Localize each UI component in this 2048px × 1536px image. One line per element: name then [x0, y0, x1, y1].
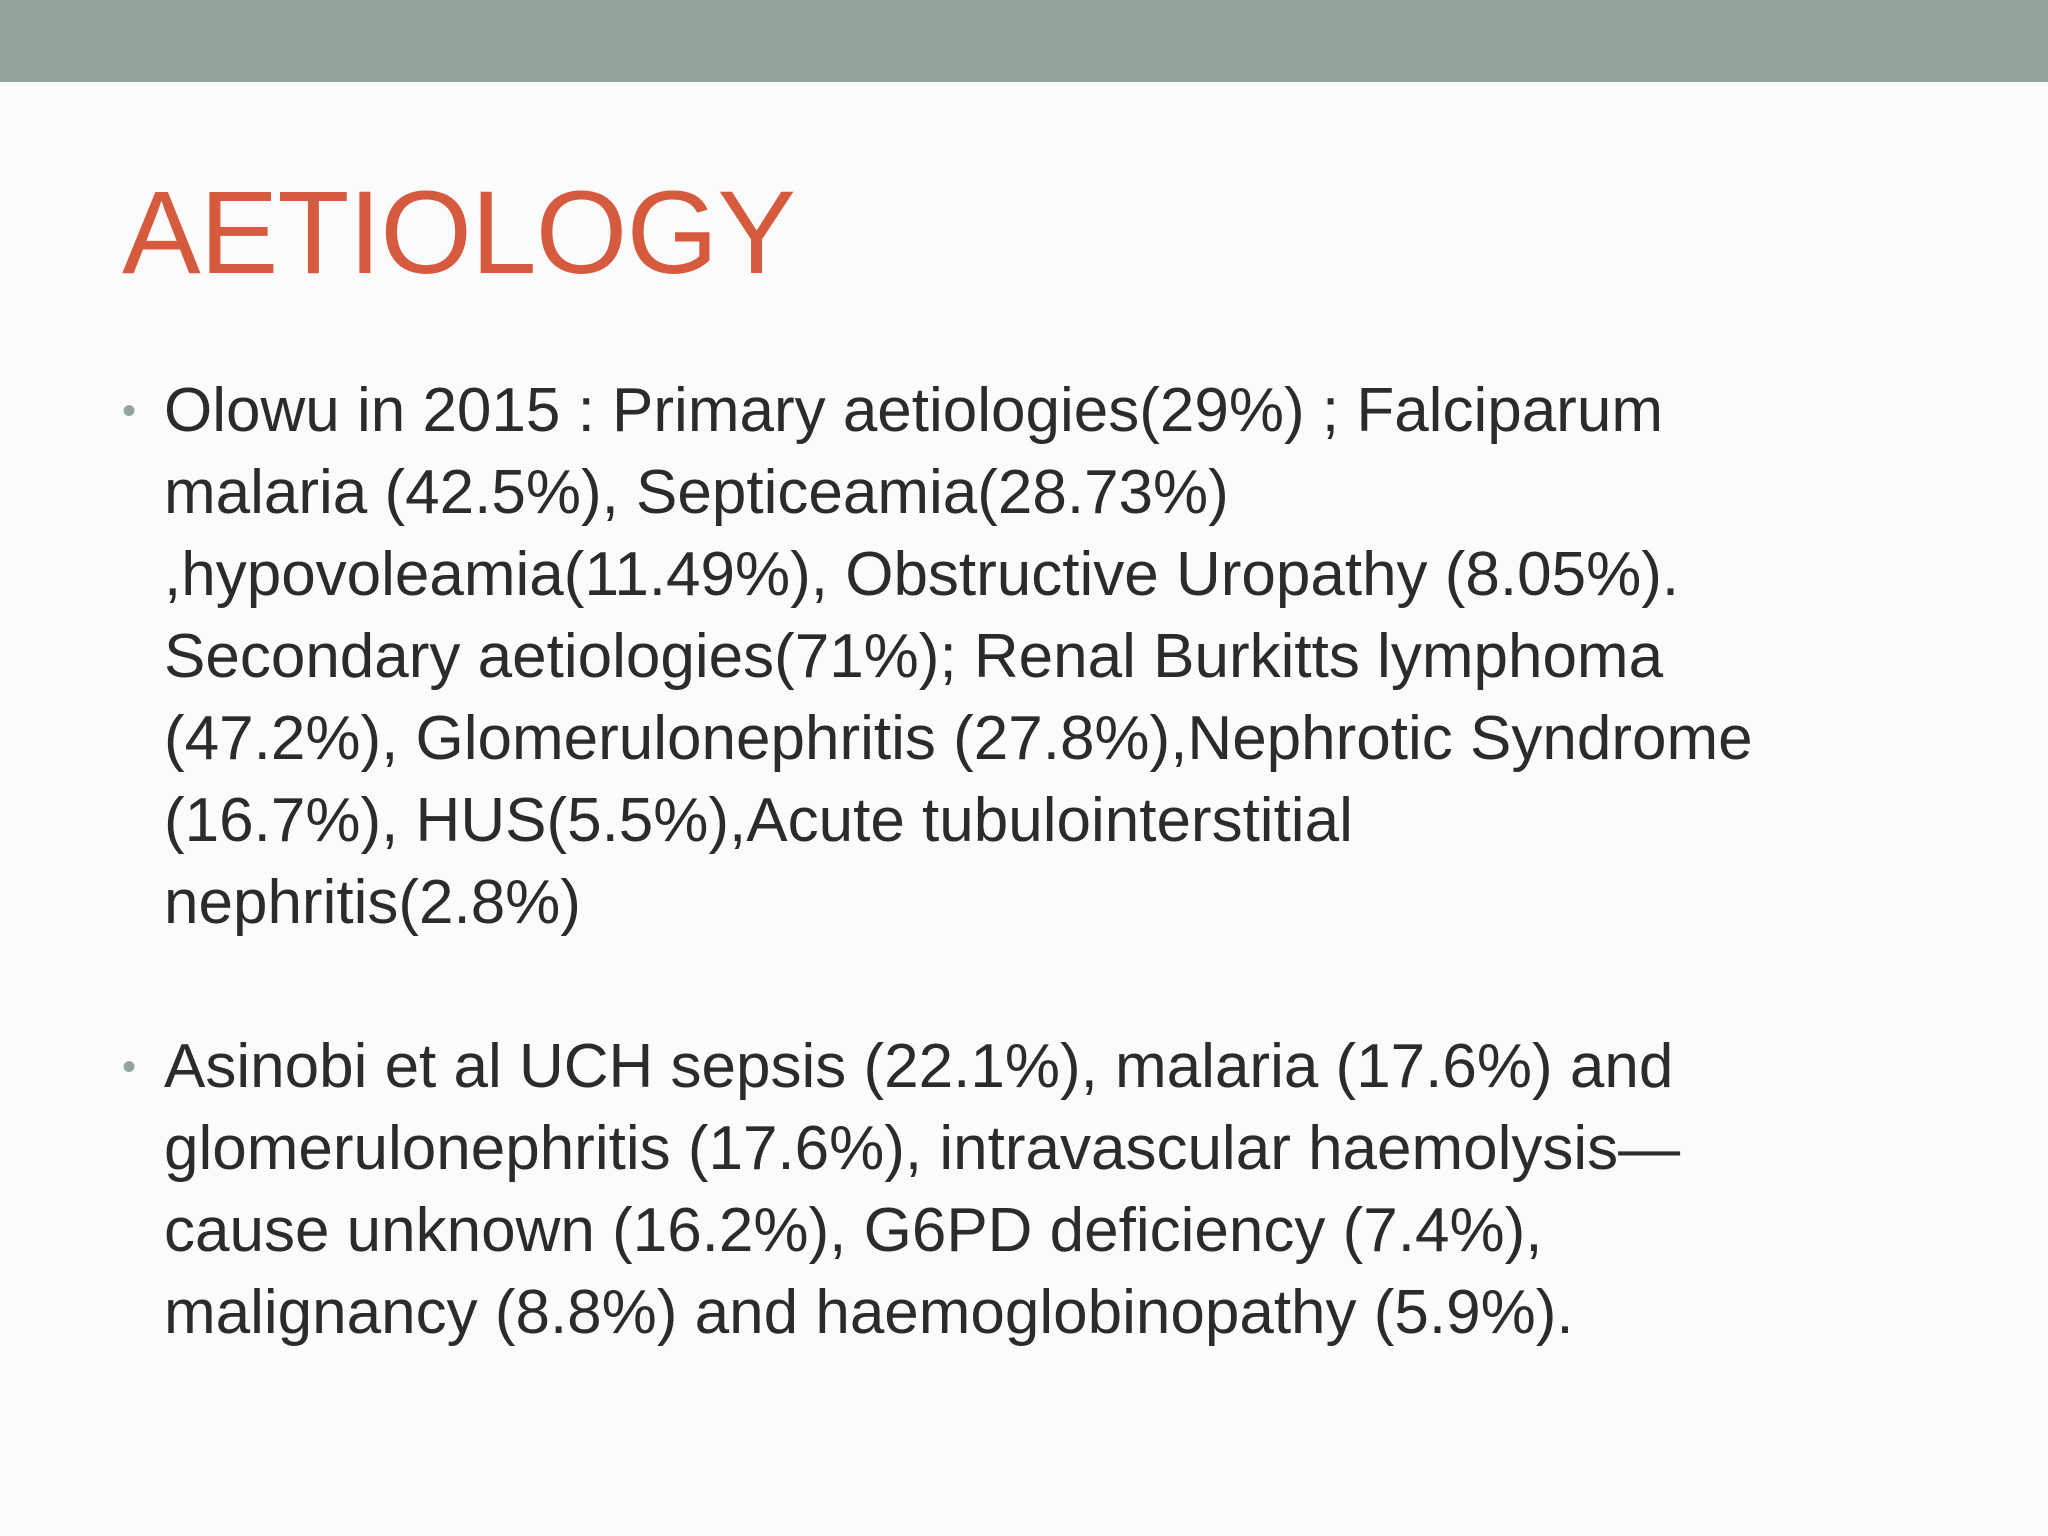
bullet-line: Secondary aetiologies(71%); Renal Burkitts lymphoma	[164, 622, 1664, 691]
bullet-line: ,hypovoleamia(11.49%), Obstructive Uropathy (8.05%).	[164, 540, 1680, 609]
bullet-line: Olowu in 2015 : Primary aetiologies(29%) ; Falciparum	[164, 376, 1663, 445]
bullet-line: cause unknown (16.2%), G6PD deficiency (7.4%),	[164, 1196, 1543, 1265]
bullet-line: malignancy (8.8%) and haemoglobinopathy (5.9%).	[164, 1278, 1574, 1347]
top-accent-bar	[0, 0, 2048, 82]
bullet-line: Asinobi et al UCH sepsis (22.1%), malaria (17.6%) and	[164, 1032, 1674, 1101]
bullet-item-asinobi	[122, 1026, 2012, 1354]
bullet-line: nephritis(2.8%)	[164, 868, 581, 937]
bullet-icon: •	[122, 1045, 137, 1089]
slide-title: AETIOLOGY	[122, 167, 795, 299]
bullet-list	[122, 370, 2012, 1354]
bullet-line: (47.2%), Glomerulonephritis (27.8%),Nephrotic Syndrome	[164, 704, 1753, 773]
bullet-line: malaria (42.5%), Septiceamia(28.73%)	[164, 458, 1229, 527]
bullet-line: glomerulonephritis (17.6%), intravascular haemolysis—	[164, 1114, 1681, 1183]
bullet-item-olowu	[122, 370, 2012, 944]
bullet-icon: •	[122, 389, 137, 433]
bullet-line: (16.7%), HUS(5.5%),Acute tubulointerstitial	[164, 786, 1353, 855]
